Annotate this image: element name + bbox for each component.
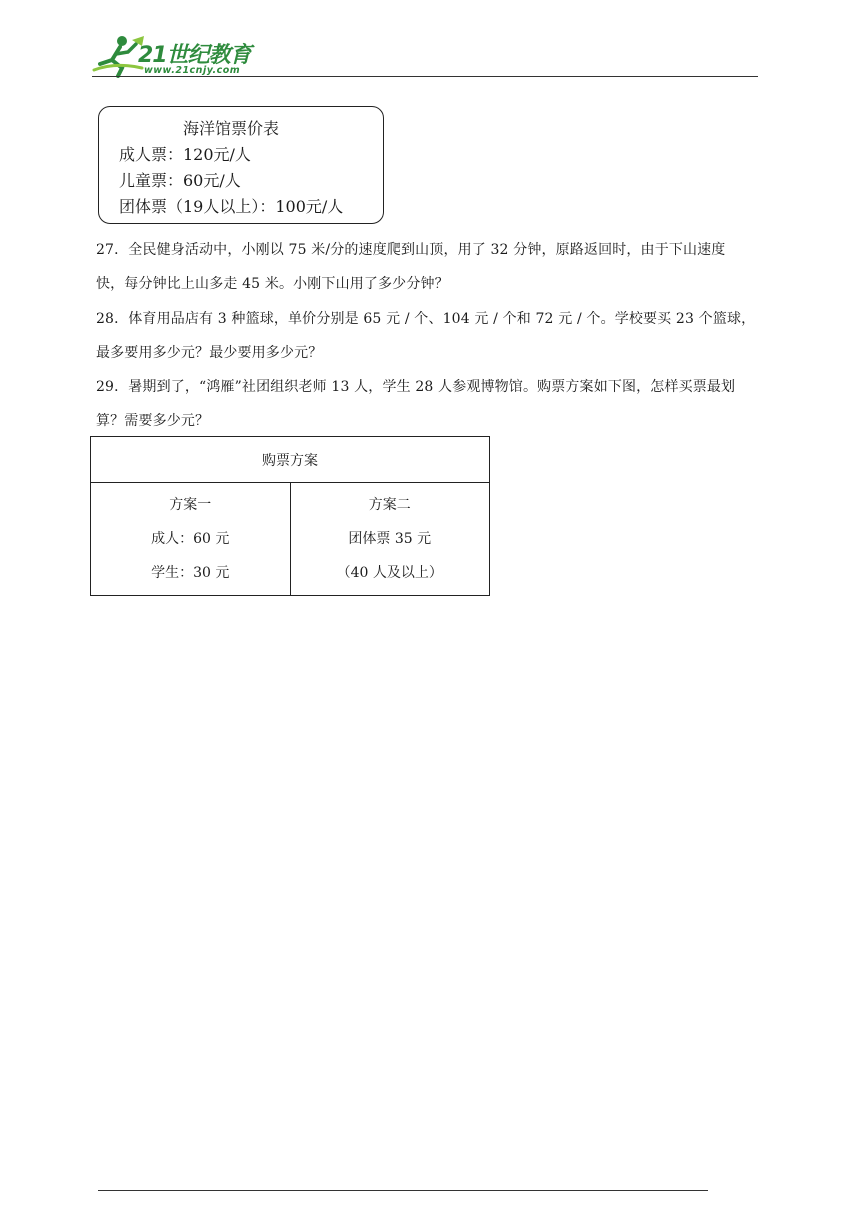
logo-text: 21世纪教育: [138, 43, 251, 68]
question-27-line-2: 快，每分钟比上山多走 45 米。小刚下山用了多少分钟？: [96, 276, 449, 292]
plan-1-adult-price: 成人：60 元: [151, 531, 230, 547]
price-line-group: 团体票（19人以上）：100元/人: [119, 197, 344, 216]
price-card-title: 海洋馆票价表: [183, 119, 280, 138]
question-29-line-1: 29．暑期到了，“鸿雁”社团组织老师 13 人，学生 28 人参观博物馆。购票方案如下图，怎样买票最划: [96, 379, 736, 395]
plan-2-name: 方案二: [368, 497, 411, 513]
ticket-plan-table: [90, 436, 490, 596]
plan-2-group-price: 团体票 35 元: [348, 531, 432, 547]
logo: [92, 34, 262, 78]
plan-2-cell: [290, 483, 490, 596]
ticket-price-card: [98, 106, 384, 224]
header-divider: [92, 76, 758, 77]
plan-1-name: 方案一: [169, 497, 212, 513]
question-28-line-2: 最多要用多少元？最少要用多少元？: [96, 345, 323, 361]
question-27-line-1: 27．全民健身活动中，小刚以 75 米/分的速度爬到山顶，用了 32 分钟，原路返回时，由于下山速度: [96, 242, 726, 258]
plan-1-student-price: 学生：30 元: [151, 565, 230, 581]
price-line-child: 儿童票：60元/人: [119, 171, 241, 190]
question-29-line-2: 算？需要多少元？: [96, 413, 210, 429]
logo-url: www.21cnjy.com: [144, 65, 241, 76]
footer-divider: [98, 1190, 708, 1191]
price-line-adult: 成人票：120元/人: [119, 145, 251, 164]
plan-table-title: 购票方案: [91, 437, 490, 483]
page-header: [92, 30, 758, 80]
plan-1-cell: [91, 483, 291, 596]
question-28-line-1: 28．体育用品店有 3 种篮球，单价分别是 65 元 / 个、104 元 / 个和 72 元 / 个。学校要买 23 个篮球，: [96, 311, 756, 327]
plan-2-condition: （40 人及以上）: [336, 565, 443, 581]
